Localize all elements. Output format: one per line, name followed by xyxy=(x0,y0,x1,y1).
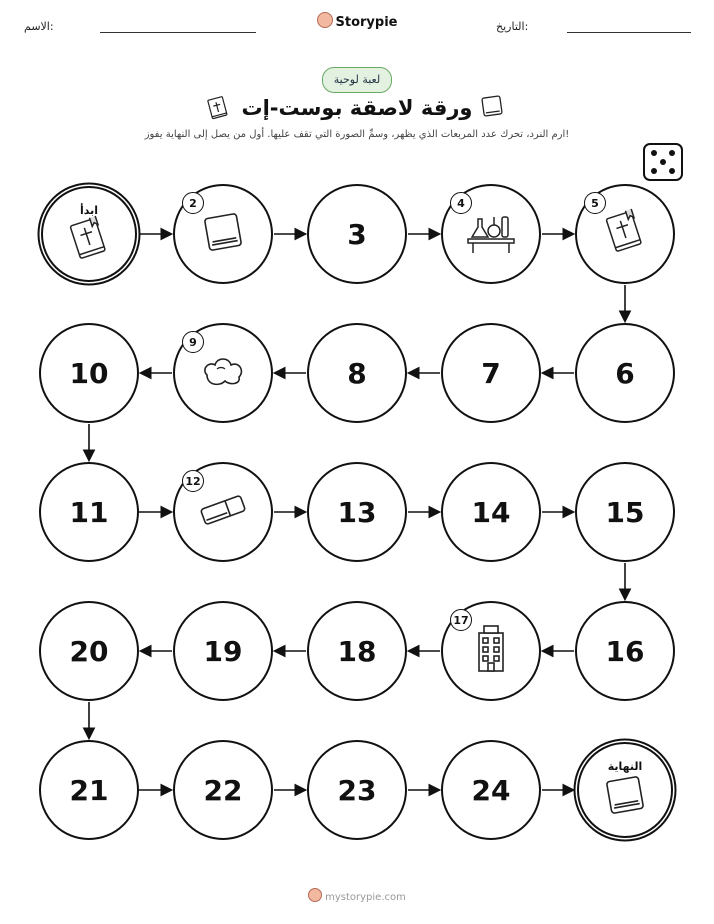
space-number: 11 xyxy=(69,495,109,529)
finish-space xyxy=(577,742,673,838)
board-space-8 xyxy=(307,323,407,423)
board-space-13 xyxy=(307,462,407,562)
board-space-14 xyxy=(441,462,541,562)
space-number-badge: 5 xyxy=(584,192,606,214)
building-icon xyxy=(471,623,511,679)
brand-logo: Storypie xyxy=(0,12,714,30)
space-number-badge: 9 xyxy=(182,331,204,353)
board-space-10 xyxy=(39,323,139,423)
sticky-note-icon xyxy=(201,210,245,258)
space-number-badge: 4 xyxy=(450,192,472,214)
space-number: 3 xyxy=(347,217,367,251)
start-space xyxy=(41,186,137,282)
board-space-22 xyxy=(173,740,273,840)
bible-icon xyxy=(602,207,648,261)
space-number: 18 xyxy=(337,634,377,668)
board-space-16 xyxy=(575,601,675,701)
start-label: ابدأ xyxy=(79,204,99,217)
space-number: 15 xyxy=(605,495,645,529)
bible-icon xyxy=(66,214,112,268)
board-space-5 xyxy=(575,184,675,284)
space-number-badge: 12 xyxy=(182,470,204,492)
puddle-icon xyxy=(199,353,247,393)
space-number: 23 xyxy=(337,773,377,807)
board-space-18 xyxy=(307,601,407,701)
page-title: ورقة لاصقة بوست-إت xyxy=(241,96,473,120)
board-space-17 xyxy=(441,601,541,701)
space-number: 7 xyxy=(481,356,501,390)
space-number: 19 xyxy=(203,634,243,668)
board-space-6 xyxy=(575,323,675,423)
space-number: 13 xyxy=(337,495,377,529)
space-number: 8 xyxy=(347,356,367,390)
board-space-20 xyxy=(39,601,139,701)
eraser-icon xyxy=(196,490,250,534)
space-number: 21 xyxy=(69,773,109,807)
board-space-23 xyxy=(307,740,407,840)
space-number: 14 xyxy=(471,495,511,529)
board-space-2 xyxy=(173,184,273,284)
space-number: 10 xyxy=(69,356,109,390)
space-number: 6 xyxy=(615,356,635,390)
board-space-7 xyxy=(441,323,541,423)
name-label: الاسم: xyxy=(24,20,54,33)
board-space-9 xyxy=(173,323,273,423)
board-space-24 xyxy=(441,740,541,840)
board-space-21 xyxy=(39,740,139,840)
footer: mystorypie.com xyxy=(0,888,714,903)
space-number-badge: 2 xyxy=(182,192,204,214)
space-number-badge: 17 xyxy=(450,609,472,631)
space-number: 16 xyxy=(605,634,645,668)
sticky-note-icon xyxy=(603,773,647,821)
board-space-15 xyxy=(575,462,675,562)
space-number: 22 xyxy=(203,773,243,807)
board-space-19 xyxy=(173,601,273,701)
board-space-11 xyxy=(39,462,139,562)
date-label: التاريخ: xyxy=(496,20,529,33)
space-number: 24 xyxy=(471,773,511,807)
storypie-mascot-icon xyxy=(308,888,322,902)
lab-flasks-icon xyxy=(464,209,518,259)
space-number: 20 xyxy=(69,634,109,668)
finish-label: النهاية xyxy=(607,760,643,773)
board-space-12 xyxy=(173,462,273,562)
board-space-3 xyxy=(307,184,407,284)
board-space-4 xyxy=(441,184,541,284)
board-game-badge: لعبة لوحية xyxy=(322,67,392,93)
instructions: ارم النرد، تحرك عدد المربعات الذي يظهر، وسمِّ الصورة التي تقف عليها. أول من يصل إلى النهاية يفوز! xyxy=(144,129,570,140)
